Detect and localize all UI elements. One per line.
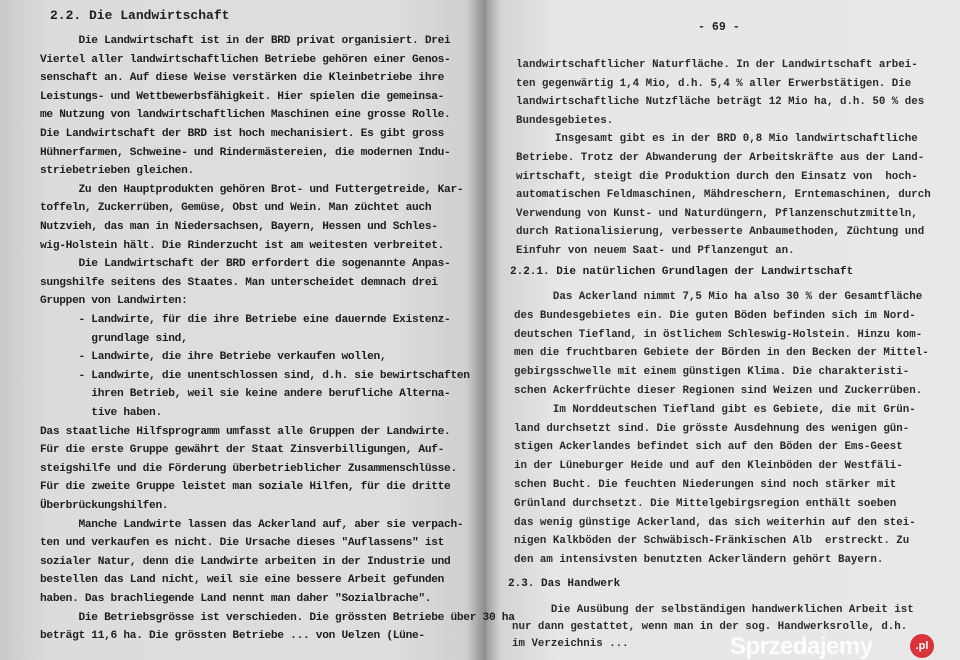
text-line: landwirtschaftliche Nutzfläche beträgt 12 Mio ha, d.h. 50 % des bbox=[516, 96, 925, 109]
text-line: steigshilfe und die Förderung überbetrieblicher Zusammenschlüsse. bbox=[40, 462, 457, 475]
text-line: Im Norddeutschen Tiefland gibt es Gebiete, die mit Grün- bbox=[514, 403, 916, 416]
text-line: Zu den Hauptprodukten gehören Brot- und Futtergetreide, Kar- bbox=[40, 183, 464, 196]
text-line: sungshilfe seitens des Staates. Man unterscheidet demnach drei bbox=[40, 276, 438, 289]
text-line: wirtschaft, steigt die Produktion durch den Einsatz von hoch- bbox=[516, 170, 918, 183]
text-line: beträgt 11,6 ha. Die grössten Betriebe ... von Uelzen (Lüne- bbox=[40, 630, 425, 643]
text-line: wig-Holstein hält. Die Rinderzucht ist am weitesten verbreitet. bbox=[40, 239, 445, 252]
watermark-badge: .pl bbox=[910, 634, 934, 658]
text-line: Insgesamt gibt es in der BRD 0,8 Mio landwirtschaftliche bbox=[516, 133, 918, 146]
text-line: me Nutzung von landwirtschaftlichen Maschinen eine grosse Rolle. bbox=[40, 109, 451, 122]
text-line: automatischen Feldmaschinen, Mähdreschern, Erntemaschinen, durch bbox=[516, 189, 931, 202]
section-heading-handwerk: 2.3. Das Handwerk bbox=[508, 578, 621, 590]
text-line: Nutzvieh, das man in Niedersachsen, Bayern, Hessen und Schles- bbox=[40, 221, 438, 233]
text-line: schen Bucht. Die feuchten Niederungen sind noch stärker mit bbox=[514, 479, 897, 491]
watermark-logo: Sprzedajemy bbox=[730, 633, 873, 660]
text-line: Bundesgebietes. bbox=[516, 114, 614, 127]
text-line: Verwendung von Kunst- und Naturdüngern, Pflanzenschutzmitteln, bbox=[516, 207, 918, 220]
text-line: ten gegenwärtig 1,4 Mio, d.h. 5,4 % aller Erwerbstätigen. Die bbox=[516, 77, 912, 90]
text-line: in der Lüneburger Heide und auf den Kleinböden der Westfäli- bbox=[514, 460, 903, 473]
text-line: tive haben. bbox=[40, 407, 162, 419]
page-number: - 69 - bbox=[698, 21, 740, 34]
text-line: Die Ausübung der selbständigen handwerklichen Arbeit ist bbox=[512, 604, 914, 616]
text-line: - Landwirte, die unentschlossen sind, d.h. sie bewirtschaften bbox=[40, 369, 470, 382]
text-line: Grünland durchsetzt. Die Mittelgebirgsregion enthält soeben bbox=[514, 497, 897, 510]
text-line: Viertel aller landwirtschaftlichen Betriebe gehören einer Genos- bbox=[40, 53, 451, 66]
text-line: grundlage sind, bbox=[40, 332, 188, 345]
text-line: haben. Das brachliegende Land nennt man daher "Sozialbrache". bbox=[40, 593, 432, 605]
text-line: den am intensivsten benutzten Ackerländern gehört Bayern. bbox=[514, 554, 884, 567]
text-line: deutschen Tiefland, in östlichem Schleswig-Holstein. Hinzu kom- bbox=[514, 328, 923, 341]
text-line: das wenig günstige Ackerland, das sich weiterhin auf den stei- bbox=[514, 516, 916, 529]
text-line: toffeln, Zuckerrüben, Gemüse, Obst und Wein. Man züchtet auch bbox=[40, 202, 432, 215]
text-line: Die Landwirtschaft ist in der BRD privat organisiert. Drei bbox=[40, 35, 451, 47]
text-line: sozialer Natur, denn die Landwirte arbeiten in der Industrie und bbox=[40, 555, 451, 568]
text-line: Überbrückungshilfen. bbox=[40, 500, 169, 512]
text-line: Leistungs- und Wettbewerbsfähigkeit. Hier spielen die gemeinsa- bbox=[40, 90, 445, 103]
text-line: nur dann gestattet, wenn man in der sog. Handwerksrolle, d.h. bbox=[512, 621, 908, 633]
text-line: Das staatliche Hilfsprogramm umfasst alle Gruppen der Landwirte. bbox=[40, 425, 451, 438]
text-line: landwirtschaftlicher Naturfläche. In der Landwirtschaft arbei- bbox=[516, 59, 918, 71]
text-line: land durchsetzt sind. Die grösste Ausdehnung des wenigen gün- bbox=[514, 422, 910, 435]
text-line: Für die zweite Gruppe leistet man soziale Hilfen, für die dritte bbox=[40, 481, 451, 494]
text-line: senschaft an. Auf diese Weise verstärken die Kleinbetriebe ihre bbox=[40, 72, 445, 85]
text-line: Betriebe. Trotz der Abwanderung der Arbeitskräfte aus der Land- bbox=[516, 152, 925, 164]
text-line: - Landwirte, für die ihre Betriebe eine dauernde Existenz- bbox=[40, 314, 451, 326]
text-line: Einfuhr von neuem Saat- und Pflanzengut an. bbox=[516, 245, 795, 257]
text-line: Für die erste Gruppe gewährt der Staat Zinsverbilligungen, Auf- bbox=[40, 444, 445, 457]
text-line: Das Ackerland nimmt 7,5 Mio ha also 30 % der Gesamtfläche bbox=[514, 291, 923, 303]
text-line: gebirgsschwelle mit einem günstigen Klima. Die charakteristi- bbox=[514, 366, 910, 379]
text-line: im Verzeichnis ... bbox=[512, 638, 629, 650]
text-line: Die Betriebsgrösse ist verschieden. Die grössten Betriebe über 30 ha bbox=[40, 611, 515, 624]
text-line: nigen Kalkböden der Schwäbisch-Fränkischen Alb erstreckt. Zu bbox=[514, 535, 910, 548]
text-line: ten und verkaufen es nicht. Die Ursache dieses "Auflassens" ist bbox=[40, 537, 445, 550]
text-line: - Landwirte, die ihre Betriebe verkaufen wollen, bbox=[40, 351, 387, 364]
text-line: Gruppen von Landwirten: bbox=[40, 295, 188, 308]
text-line: Die Landwirtschaft der BRD ist hoch mechanisiert. Es gibt gross bbox=[40, 128, 445, 140]
text-line: men die fruchtbaren Gebiete der Börden in den Becken der Mittel- bbox=[514, 347, 929, 360]
text-line: Hühnerfarmen, Schweine- und Rindermästereien, die modernen Indu- bbox=[40, 146, 451, 159]
text-line: stigen Ackerlandes befindet sich auf den Böden der Ems-Geest bbox=[514, 441, 903, 454]
subsection-heading: 2.2.1. Die natürlichen Grundlagen der Landwirtschaft bbox=[510, 266, 854, 278]
text-line: Die Landwirtschaft der BRD erfordert die sogenannte Anpas- bbox=[40, 258, 451, 271]
right-book-page bbox=[486, 0, 960, 660]
text-line: schen Ackerfrüchte dieser Regionen sind Weizen und Zuckerrüben. bbox=[514, 385, 923, 397]
text-line: ihren Betrieb, weil sie keine andere berufliche Alterna- bbox=[40, 388, 451, 401]
text-line: Manche Landwirte lassen das Ackerland auf, aber sie verpach- bbox=[40, 518, 464, 531]
section-heading: 2.2. Die Landwirtschaft bbox=[50, 8, 230, 23]
text-line: durch Rationalisierung, verbesserte Anbaumethoden, Züchtung und bbox=[516, 226, 925, 239]
text-line: des Bundesgebietes ein. Die guten Böden befinden sich im Nord- bbox=[514, 309, 916, 322]
text-line: bestellen das Land nicht, weil sie eine bessere Arbeit gefunden bbox=[40, 574, 445, 587]
text-line: striebetrieben gleichen. bbox=[40, 165, 194, 178]
